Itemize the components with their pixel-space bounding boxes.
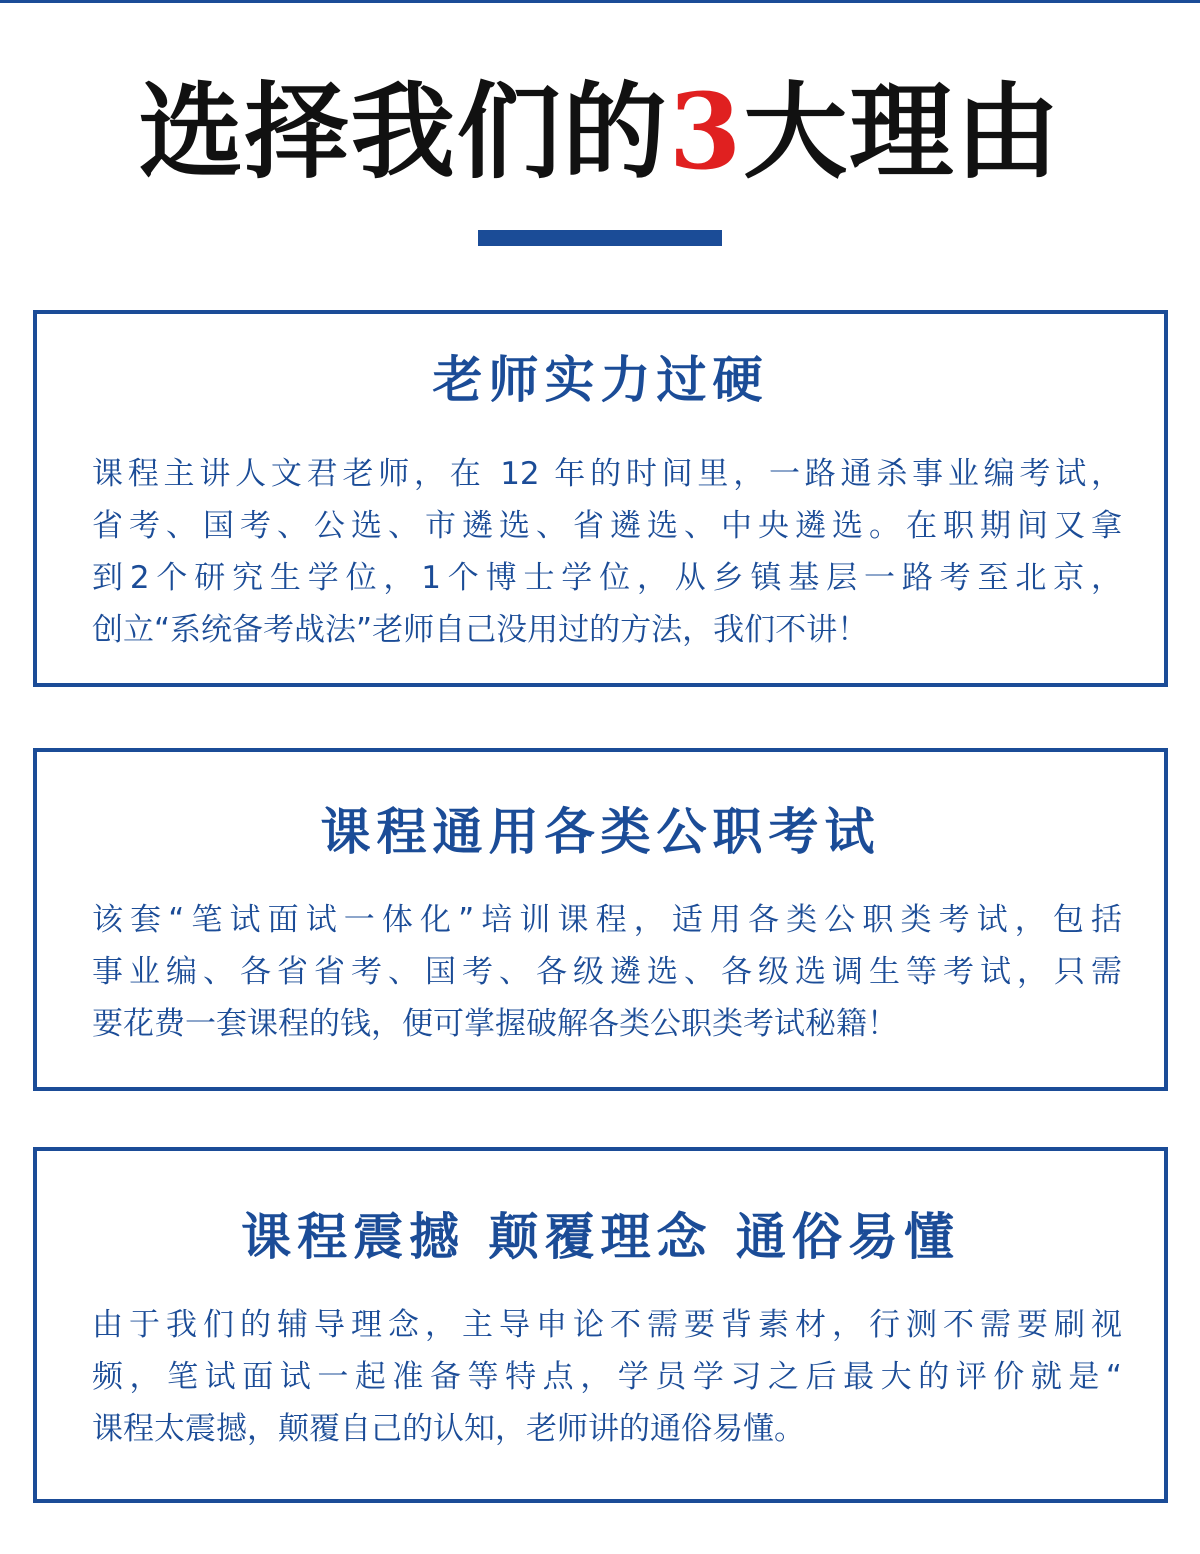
reason-card-title: 课程震撼 颠覆理念 通俗易懂 (241, 1208, 960, 1266)
reason-card-description (92, 448, 1122, 656)
description-line: 课程主讲人文君老师，在 12 年的时间里，一路通杀事业编考试， (92, 456, 1122, 492)
description-line: 事业编、各省省考、国考、各级遴选、各级选调生等考试，只需 (92, 954, 1122, 990)
reason-card-course-impact (33, 1147, 1168, 1503)
description-line: 该套“笔试面试一体化”培训课程，适用各类公职类考试，包括 (92, 902, 1122, 938)
reason-card-title: 老师实力过硬 (432, 351, 769, 409)
description-line: 课程太震撼，颠覆自己的认知，老师讲的通俗易懂。 (92, 1411, 805, 1447)
reason-card-description (92, 894, 1122, 1050)
description-line: 由于我们的辅导理念，主导申论不需要背素材，行测不需要刷视 (92, 1307, 1122, 1343)
description-line: 省考、国考、公选、市遴选、省遴选、中央遴选。在职期间又拿 (92, 508, 1122, 544)
title-underline-bar (478, 230, 722, 246)
description-line: 到2个研究生学位，1个博士学位，从乡镇基层一路考至北京， (92, 560, 1122, 596)
description-line: 频，笔试面试一起准备等特点，学员学习之后最大的评价就是“ (92, 1359, 1122, 1395)
page-title-number: 3 (668, 70, 744, 193)
reason-card-title: 课程通用各类公职考试 (320, 803, 881, 861)
page-title-suffix: 大理由 (743, 70, 1062, 193)
reason-card-description (92, 1299, 1122, 1455)
description-line: 创立“系统备考战法”老师自己没用过的方法，我们不讲！ (92, 612, 869, 648)
description-line: 要花费一套课程的钱，便可掌握破解各类公职类考试秘籍！ (92, 1006, 898, 1042)
page-title-prefix: 选择我们的 (138, 70, 669, 193)
top-divider-line (0, 0, 1200, 3)
page-title (0, 62, 1200, 202)
reason-card-teacher (33, 310, 1168, 687)
reason-card-exam-coverage (33, 748, 1168, 1091)
